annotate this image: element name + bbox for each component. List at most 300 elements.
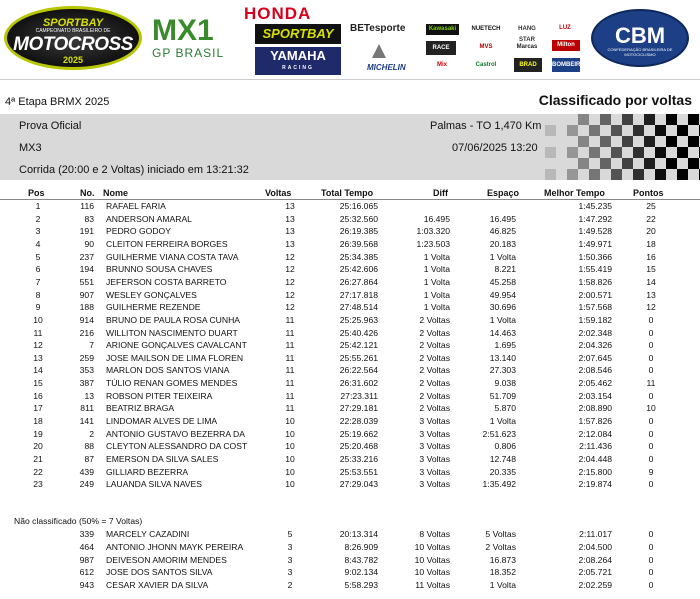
cell-best: 1:45.235	[578, 201, 612, 211]
cell-diff: 8 Voltas	[419, 529, 450, 539]
table-row	[0, 201, 700, 212]
cell-best: 1:55.419	[578, 264, 612, 275]
cell-best: 1:49.528	[578, 226, 612, 237]
cell-laps: 10	[285, 479, 295, 490]
castrol-logo: Castrol	[475, 62, 497, 68]
table-row	[0, 315, 700, 326]
cell-best: 2:15.800	[578, 466, 612, 477]
header-laps: Voltas	[265, 188, 292, 198]
cell-no: 387	[79, 378, 94, 389]
cell-laps: 3	[287, 554, 293, 565]
cell-diff: 1 Volta	[423, 302, 450, 313]
cell-best: 2:02.348	[578, 327, 612, 338]
cell-gap: 16.495	[489, 213, 516, 224]
cbm-mark: CBM	[614, 23, 666, 48]
cell-gap: 1 Volta	[489, 580, 516, 591]
mx1-mark: MX1	[152, 14, 214, 47]
cell-no: 914	[79, 314, 94, 325]
brmx-logo-subtitle: CAMPEONATO BRASILEIRO DE	[35, 28, 111, 34]
cell-name: LINDOMAR ALVES DE LIMA	[106, 416, 218, 427]
cell-diff: 3 Voltas	[419, 428, 450, 439]
triangle-sponsor-logo	[372, 44, 386, 58]
cell-gap: 1 Volta	[489, 416, 516, 427]
sponsor-header	[0, 0, 700, 80]
cell-pts: 9	[648, 466, 654, 477]
mx1-gp-brasil-logo	[152, 16, 242, 62]
cell-diff: 1 Volta	[423, 251, 450, 262]
table-row	[0, 264, 700, 275]
cell-gap: 27.303	[489, 365, 516, 376]
cell-laps: 12	[285, 251, 295, 262]
cell-pts: 0	[648, 479, 654, 490]
cell-best: 2:02.259	[578, 580, 612, 591]
cell-laps: 11	[285, 390, 295, 401]
cell-total: 26:31.602	[339, 378, 378, 389]
cell-laps: 12	[285, 276, 295, 287]
cell-name: GUILHERME REZENDE	[106, 302, 201, 313]
cell-best: 2:07.645	[578, 352, 612, 363]
table-row	[0, 239, 700, 250]
cell-name: GILLIARD BEZERRA	[106, 466, 189, 477]
cell-name: LAUANDA SILVA NAVES	[106, 479, 203, 490]
cell-total: 27:29.181	[339, 403, 378, 414]
cell-name: WESLEY GONÇALVES	[106, 289, 197, 300]
cell-total: 26:19.385	[339, 226, 378, 237]
cell-pos: 2	[35, 213, 41, 224]
table-row	[0, 416, 700, 427]
cell-total: 8:43.782	[344, 554, 378, 565]
header-total-time: Total Tempo	[321, 188, 374, 198]
table-row	[0, 467, 700, 478]
cell-no: 943	[79, 580, 94, 591]
cell-laps: 10	[285, 454, 295, 464]
cell-diff: 2 Voltas	[419, 340, 450, 351]
cell-name: ANTONIO JHONN MAYK PEREIRA	[106, 541, 244, 552]
datetime-text: 07/06/2025 13:20	[452, 142, 538, 154]
cell-laps: 13	[285, 226, 295, 237]
cell-no: 116	[80, 201, 94, 211]
cell-gap: 5 Voltas	[485, 529, 516, 539]
cell-total: 26:39.568	[339, 238, 378, 249]
table-row	[0, 580, 700, 591]
cell-pos: 14	[33, 365, 43, 376]
cell-total: 25:25.963	[339, 314, 378, 325]
table-row	[0, 353, 700, 364]
cell-best: 1:58.826	[578, 276, 612, 287]
table-row	[0, 403, 700, 414]
cell-total: 26:27.864	[339, 276, 378, 287]
table-row	[0, 302, 700, 313]
cell-best: 1:49.971	[578, 238, 612, 249]
table-row	[0, 555, 700, 566]
table-row	[0, 567, 700, 578]
cell-total: 27:23.311	[340, 390, 378, 401]
cell-pos: 10	[33, 314, 43, 325]
yamaha-racing-logo	[255, 47, 341, 75]
cell-total: 26:22.564	[339, 365, 378, 376]
cell-diff: 1 Volta	[423, 276, 450, 287]
cell-best: 2:04.500	[578, 541, 612, 552]
cell-diff: 10 Voltas	[414, 567, 450, 578]
sportbay-logo: SPORTBAY	[255, 24, 341, 44]
cell-no: 551	[79, 276, 94, 287]
cell-pts: 0	[648, 554, 654, 565]
table-row	[0, 391, 700, 402]
cell-pts: 12	[646, 302, 656, 313]
cell-diff: 2 Voltas	[419, 327, 450, 338]
cell-diff: 11 Voltas	[415, 580, 450, 591]
cell-laps: 11	[285, 403, 295, 414]
cell-gap: 1:35.492	[482, 479, 516, 490]
cell-name: BEATRIZ BRAGA	[106, 403, 175, 414]
cell-pts: 11	[646, 378, 656, 389]
brmx-logo-sponsor-text: SPORTBAY	[42, 17, 104, 29]
cell-pts: 0	[648, 428, 654, 439]
cell-laps: 11	[285, 327, 295, 338]
cell-gap: 18.352	[489, 567, 516, 578]
cell-name: TÚLIO RENAN GOMES MENDES	[106, 378, 238, 389]
cell-pos: 13	[33, 352, 43, 363]
cell-gap: 20.183	[489, 238, 516, 249]
cell-total: 25:20.468	[339, 441, 378, 452]
cell-diff: 3 Voltas	[419, 479, 450, 490]
brmx-logo-year: 2025	[62, 55, 84, 65]
cell-gap: 16.873	[489, 554, 516, 565]
cell-gap: 1.695	[494, 340, 516, 351]
race-logo: RACE	[426, 41, 456, 55]
cell-best: 1:47.292	[578, 213, 612, 224]
cell-total: 8:26.909	[344, 541, 378, 552]
cell-name: JOSE DOS SANTOS SILVA	[106, 567, 213, 578]
cell-laps: 13	[285, 213, 295, 224]
cell-no: 87	[84, 454, 94, 464]
mvs-logo: MVS	[479, 44, 493, 50]
cell-total: 9:02.134	[344, 567, 378, 578]
cell-diff: 3 Voltas	[419, 454, 450, 464]
cell-name: EMERSON DA SILVA SALES	[106, 454, 219, 464]
cell-gap: 51.709	[489, 390, 516, 401]
brmx-logo-title: MOTOCROSS	[13, 34, 133, 55]
cell-total: 25:34.385	[339, 251, 378, 262]
cell-diff: 16.495	[423, 213, 450, 224]
cell-no: 339	[79, 529, 94, 539]
cell-pos: 22	[33, 466, 43, 477]
table-row	[0, 378, 700, 389]
cell-gap: 8.221	[494, 264, 516, 275]
cell-diff: 2 Voltas	[419, 403, 450, 414]
cell-name: WILLITON NASCIMENTO DUART	[106, 327, 238, 338]
cell-no: 464	[79, 541, 94, 552]
cell-total: 25:53.551	[339, 466, 378, 477]
cell-best: 2:11.017	[579, 529, 612, 539]
table-row	[0, 252, 700, 263]
cell-pos: 4	[35, 238, 41, 249]
cell-name: CLEYTON ALESSANDRO DA COST	[106, 441, 248, 452]
cell-best: 1:57.568	[578, 302, 612, 313]
cell-gap: 46.825	[489, 226, 516, 237]
cell-total: 25:19.662	[339, 428, 378, 439]
cell-name: JOSE MAILSON DE LIMA FLOREN	[106, 352, 244, 363]
cell-total: 5:58.293	[344, 580, 378, 591]
cell-total: 22:28.039	[339, 416, 378, 427]
cell-no: 83	[84, 213, 94, 224]
cell-name: RAFAEL FARIA	[106, 201, 166, 211]
table-row	[0, 226, 700, 237]
yamaha-racing-text: RACING	[282, 65, 314, 71]
cell-name: MARCELY CAZADINI	[106, 529, 190, 539]
cell-best: 2:05.721	[578, 567, 612, 578]
cell-no: 194	[79, 264, 94, 275]
cell-total: 25:42.121	[339, 340, 378, 351]
cell-best: 2:04.448	[578, 454, 612, 464]
cell-pts: 22	[646, 213, 656, 224]
cell-name: ROBSON PITER TEIXEIRA	[106, 390, 213, 401]
cell-pts: 10	[646, 403, 656, 414]
cell-laps: 10	[285, 428, 295, 439]
cell-name: ARIONE GONÇALVES CAVALCANT	[106, 340, 247, 351]
table-row	[0, 441, 700, 452]
table-row	[0, 277, 700, 288]
cell-name: ANTONIO GUSTAVO BEZERRA DA	[106, 428, 245, 439]
cell-laps: 3	[287, 567, 293, 578]
gp-brasil-text: GP BRASIL	[152, 46, 225, 60]
cell-gap: 0.806	[494, 441, 516, 452]
cell-diff: 10 Voltas	[414, 554, 450, 565]
cell-no: 188	[79, 302, 94, 313]
cell-laps: 5	[287, 529, 293, 539]
cell-gap: 30.696	[489, 302, 516, 313]
cell-no: 7	[89, 340, 94, 351]
cell-pts: 0	[648, 567, 654, 578]
cell-pts: 0	[648, 441, 654, 452]
cbm-logo	[591, 9, 689, 67]
cell-pos: 21	[33, 454, 43, 464]
betesporte-logo: BETesporte	[350, 23, 406, 34]
cell-total: 25:55.261	[339, 352, 378, 363]
cell-diff: 2 Voltas	[419, 365, 450, 376]
cell-pts: 0	[648, 365, 654, 376]
cell-laps: 11	[285, 314, 295, 325]
category-name: MX3	[19, 142, 42, 154]
cell-diff: 1:23.503	[416, 238, 450, 249]
cell-gap: 5.870	[494, 403, 516, 414]
cell-diff: 10 Voltas	[414, 541, 450, 552]
cell-total: 27:17.818	[339, 289, 378, 300]
cell-pos: 8	[35, 289, 41, 300]
cell-name: PEDRO GODOY	[106, 226, 171, 237]
cell-laps: 3	[287, 541, 293, 552]
table-row	[0, 214, 700, 225]
cell-gap: 49.954	[489, 289, 516, 300]
table-row	[0, 454, 700, 465]
cell-pos: 16	[33, 390, 43, 401]
cell-laps: 12	[285, 289, 295, 300]
cell-diff: 3 Voltas	[419, 441, 450, 452]
cell-pos: 5	[35, 251, 41, 262]
luz-logo: LUZ	[559, 25, 571, 31]
honda-logo: HONDA	[244, 4, 312, 23]
cell-pts: 25	[646, 201, 656, 211]
cell-pts: 15	[646, 264, 656, 275]
cell-diff: 2 Voltas	[419, 314, 450, 325]
cell-laps: 10	[285, 416, 295, 427]
checkered-flag-graphic	[545, 114, 700, 180]
cell-pos: 11	[33, 327, 43, 338]
cell-name: CESAR XAVIER DA SILVA	[106, 580, 209, 591]
cell-no: 237	[79, 251, 94, 262]
table-row	[0, 365, 700, 376]
cell-best: 2:12.084	[578, 428, 612, 439]
cell-diff: 3 Voltas	[419, 416, 450, 427]
cell-best: 2:08.546	[578, 365, 612, 376]
cell-best: 2:08.890	[578, 403, 612, 414]
cell-pts: 0	[648, 454, 654, 464]
cell-best: 2:11.436	[579, 441, 612, 452]
cell-pos: 12	[33, 340, 43, 351]
cell-pts: 13	[646, 289, 656, 300]
cell-gap: 13.140	[489, 352, 516, 363]
mix-logo: Mix	[436, 62, 447, 68]
cell-name: MARLON DOS SANTOS VIANA	[106, 365, 230, 376]
cell-name: CLEITON FERREIRA BORGES	[106, 238, 228, 249]
cell-pts: 0	[648, 327, 654, 338]
marcas-logo: Marcas	[516, 44, 538, 50]
cell-no: 141	[79, 416, 94, 427]
cell-gap: 1 Volta	[489, 314, 516, 325]
cell-no: 353	[79, 365, 94, 376]
cell-best: 1:50.366	[578, 251, 612, 262]
title-row	[0, 92, 700, 112]
cell-total: 27:48.514	[339, 302, 378, 313]
cell-diff: 1:03.320	[416, 226, 450, 237]
cell-pos: 15	[33, 378, 43, 389]
cell-no: 907	[79, 289, 94, 300]
event-name: Prova Oficial	[19, 120, 82, 132]
cell-laps: 11	[285, 352, 295, 363]
header-points: Pontos	[633, 188, 664, 198]
cell-pos: 18	[33, 416, 43, 427]
brad-logo: BRAD	[514, 58, 542, 72]
cell-laps: 2	[287, 580, 293, 591]
cell-no: 191	[79, 226, 94, 237]
cell-best: 1:57.826	[578, 416, 612, 427]
cell-gap: 1 Volta	[489, 251, 516, 262]
brmx-2025-logo	[4, 6, 142, 70]
header-name: Nome	[103, 188, 129, 198]
header-diff: Diff	[433, 188, 448, 198]
cell-gap: 2:51.623	[482, 428, 516, 439]
cell-no: 13	[84, 390, 94, 401]
location-text: Palmas - TO 1,470 Km	[430, 120, 542, 132]
stage-title: 4ª Etapa BRMX 2025	[5, 96, 110, 108]
cell-no: 612	[79, 567, 94, 578]
cell-laps: 12	[285, 264, 295, 275]
header-no: No.	[80, 188, 95, 198]
cell-name: BRUNNO SOUSA CHAVES	[106, 264, 213, 275]
cell-laps: 10	[285, 466, 295, 477]
not-classified-label: Não classificado (50% = 7 Voltas)	[14, 516, 143, 526]
cell-diff: 2 Voltas	[419, 390, 450, 401]
cell-laps: 12	[285, 302, 295, 313]
cell-gap: 14.463	[489, 327, 516, 338]
cell-pts: 0	[648, 314, 654, 325]
milton-logo: Milton	[552, 40, 580, 51]
cell-pos: 17	[33, 403, 43, 414]
cell-best: 2:04.326	[578, 340, 612, 351]
cell-no: 88	[84, 441, 94, 452]
cell-pos: 3	[35, 226, 41, 237]
cell-pos: 23	[33, 479, 43, 490]
cell-best: 1:59.182	[578, 314, 612, 325]
cell-total: 25:40.426	[339, 327, 378, 338]
cell-name: BRUNO DE PAULA ROSA CUNHA	[106, 314, 241, 325]
cell-total: 27:29.043	[339, 479, 378, 490]
cell-no: 811	[80, 403, 94, 414]
cell-pos: 20	[33, 441, 43, 452]
cell-pos: 6	[35, 264, 41, 275]
nuetech-logo: NUETECH	[471, 26, 501, 32]
cell-pts: 0	[648, 529, 654, 539]
table-row	[0, 290, 700, 301]
cell-laps: 11	[285, 365, 295, 376]
column-headers	[0, 186, 700, 200]
cell-total: 25:42.606	[339, 264, 378, 275]
cell-pos: 9	[35, 302, 41, 313]
cell-best: 2:19.874	[578, 479, 612, 490]
cell-laps: 11	[285, 340, 295, 351]
cell-pts: 14	[646, 276, 656, 287]
header-pos: Pos	[28, 188, 45, 198]
table-row	[0, 529, 700, 540]
cbm-subtitle: CONFEDERAÇÃO BRASILEIRA DE MOTOCICLISMO	[607, 47, 673, 57]
cell-diff: 1 Volta	[423, 289, 450, 300]
cell-no: 439	[79, 466, 94, 477]
cell-pts: 0	[648, 352, 654, 363]
table-row	[0, 542, 700, 553]
cell-pts: 18	[646, 238, 656, 249]
cell-laps: 11	[285, 378, 295, 389]
cell-name: ANDERSON AMARAL	[106, 213, 192, 224]
cell-name: DEIVESON AMORIM MENDES	[106, 554, 227, 565]
cell-best: 2:05.462	[578, 378, 612, 389]
kawasaki-logo: Kawasaki	[426, 24, 459, 35]
cell-pts: 0	[648, 340, 654, 351]
cell-no: 216	[79, 327, 94, 338]
cell-diff: 2 Voltas	[419, 352, 450, 363]
cell-best: 2:00.571	[578, 289, 612, 300]
yamaha-name: YAMAHA	[270, 48, 326, 63]
cell-gap: 45.258	[489, 276, 516, 287]
cell-best: 2:03.154	[578, 390, 612, 401]
cell-name: JEFERSON COSTA BARRETO	[106, 276, 227, 287]
cell-gap: 9.038	[494, 378, 516, 389]
cell-laps: 10	[285, 441, 295, 452]
header-gap: Espaço	[487, 188, 520, 198]
cell-total: 25:33.216	[339, 454, 378, 464]
cell-pos: 1	[35, 201, 41, 211]
cell-laps: 13	[285, 238, 295, 249]
cell-total: 25:32.560	[339, 213, 378, 224]
cell-pos: 19	[33, 428, 43, 439]
cell-pts: 20	[646, 226, 656, 237]
hang-star-logo: HANG STAR	[518, 26, 536, 43]
table-row	[0, 340, 700, 351]
cell-pts: 0	[648, 416, 654, 427]
report-title: Classificado por voltas	[538, 92, 692, 108]
cell-no: 259	[79, 352, 94, 363]
cell-pts: 0	[648, 580, 654, 591]
cell-best: 2:08.264	[578, 554, 612, 565]
